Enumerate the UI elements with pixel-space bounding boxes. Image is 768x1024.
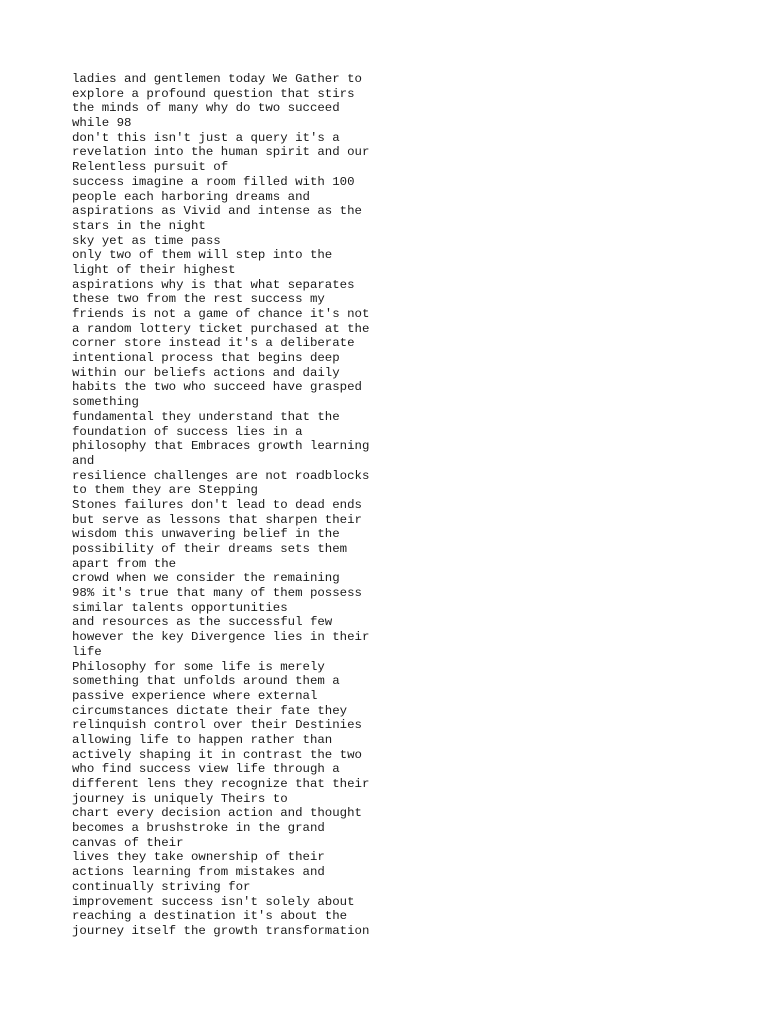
text-line: the minds of many why do two succeed [72, 101, 340, 116]
text-line: stars in the night [72, 218, 206, 233]
text-line: improvement success isn't solely about [72, 894, 355, 909]
text-line: Philosophy for some life is merely [72, 659, 325, 674]
text-line: who find success view life through a [72, 762, 340, 777]
text-line: crowd when we consider the remaining [72, 571, 340, 586]
text-line: while 98 [72, 116, 132, 131]
text-line: relinquish control over their Destinies [72, 718, 362, 733]
text-line: reaching a destination it's about the [72, 909, 348, 924]
text-line: similar talents opportunities [72, 600, 288, 615]
text-line: within our beliefs actions and daily [72, 365, 340, 380]
text-line: aspirations why is that what separates [72, 277, 355, 292]
text-line: explore a profound question that stirs [72, 86, 355, 101]
text-line: these two from the rest success my [72, 292, 325, 307]
text-line: sky yet as time pass [72, 233, 221, 248]
text-line: people each harboring dreams and [72, 189, 310, 204]
text-line: resilience challenges are not roadblocks [72, 468, 370, 483]
text-line: success imagine a room filled with 100 [72, 174, 355, 189]
text-line: corner store instead it's a deliberate [72, 336, 355, 351]
text-line: to them they are Stepping [72, 483, 258, 498]
text-line: actions learning from mistakes and [72, 865, 325, 880]
text-line: circumstances dictate their fate they [72, 703, 348, 718]
text-line: aspirations as Vivid and intense as the [72, 204, 362, 219]
text-line: and [72, 453, 95, 468]
text-line: canvas of their [72, 835, 184, 850]
text-line: passive experience where external [72, 688, 318, 703]
text-line: lives they take ownership of their [72, 850, 325, 865]
text-line: something [72, 395, 139, 410]
text-line: apart from the [72, 556, 177, 571]
text-line: philosophy that Embraces growth learning [72, 439, 370, 454]
transcript-text [72, 72, 392, 939]
text-line: continually striving for [72, 879, 251, 894]
text-line: friends is not a game of chance it's not [72, 307, 370, 321]
text-line: actively shaping it in contrast the two [72, 747, 362, 762]
text-line: 98% it's true that many of them possess [72, 586, 362, 601]
text-line: something that unfolds around them a [72, 674, 340, 689]
text-line: Stones failures don't lead to dead ends [72, 497, 362, 512]
text-line: a random lottery ticket purchased at the [72, 321, 370, 336]
text-line: fundamental they understand that the [72, 409, 340, 424]
text-line: different lens they recognize that their [72, 777, 370, 791]
text-line: intentional process that begins deep [72, 351, 340, 366]
text-line: chart every decision action and thought [72, 806, 362, 821]
text-line: possibility of their dreams sets them [72, 542, 348, 556]
text-line: habits the two who succeed have grasped [72, 380, 362, 395]
text-line: wisdom this unwavering belief in the [72, 527, 340, 542]
text-line: life [72, 644, 102, 659]
text-line: however the key Divergence lies in their [72, 630, 370, 645]
text-line: and resources as the successful few [72, 615, 333, 630]
text-line: but serve as lessons that sharpen their [72, 512, 362, 527]
text-line: revelation into the human spirit and our [72, 145, 370, 160]
text-line: becomes a brushstroke in the grand [72, 821, 325, 836]
text-line: journey is uniquely Theirs to [72, 791, 288, 806]
text-line: only two of them will step into the [72, 248, 333, 263]
text-line: journey itself the growth transformation [72, 923, 370, 938]
text-line: light of their highest [72, 262, 236, 277]
text-line: Relentless pursuit of [72, 160, 229, 175]
text-line: don't this isn't just a query it's a [72, 130, 340, 145]
text-line: foundation of success lies in a [72, 424, 303, 439]
text-line: allowing life to happen rather than [72, 732, 333, 747]
text-line: ladies and gentlemen today We Gather to [72, 72, 362, 86]
